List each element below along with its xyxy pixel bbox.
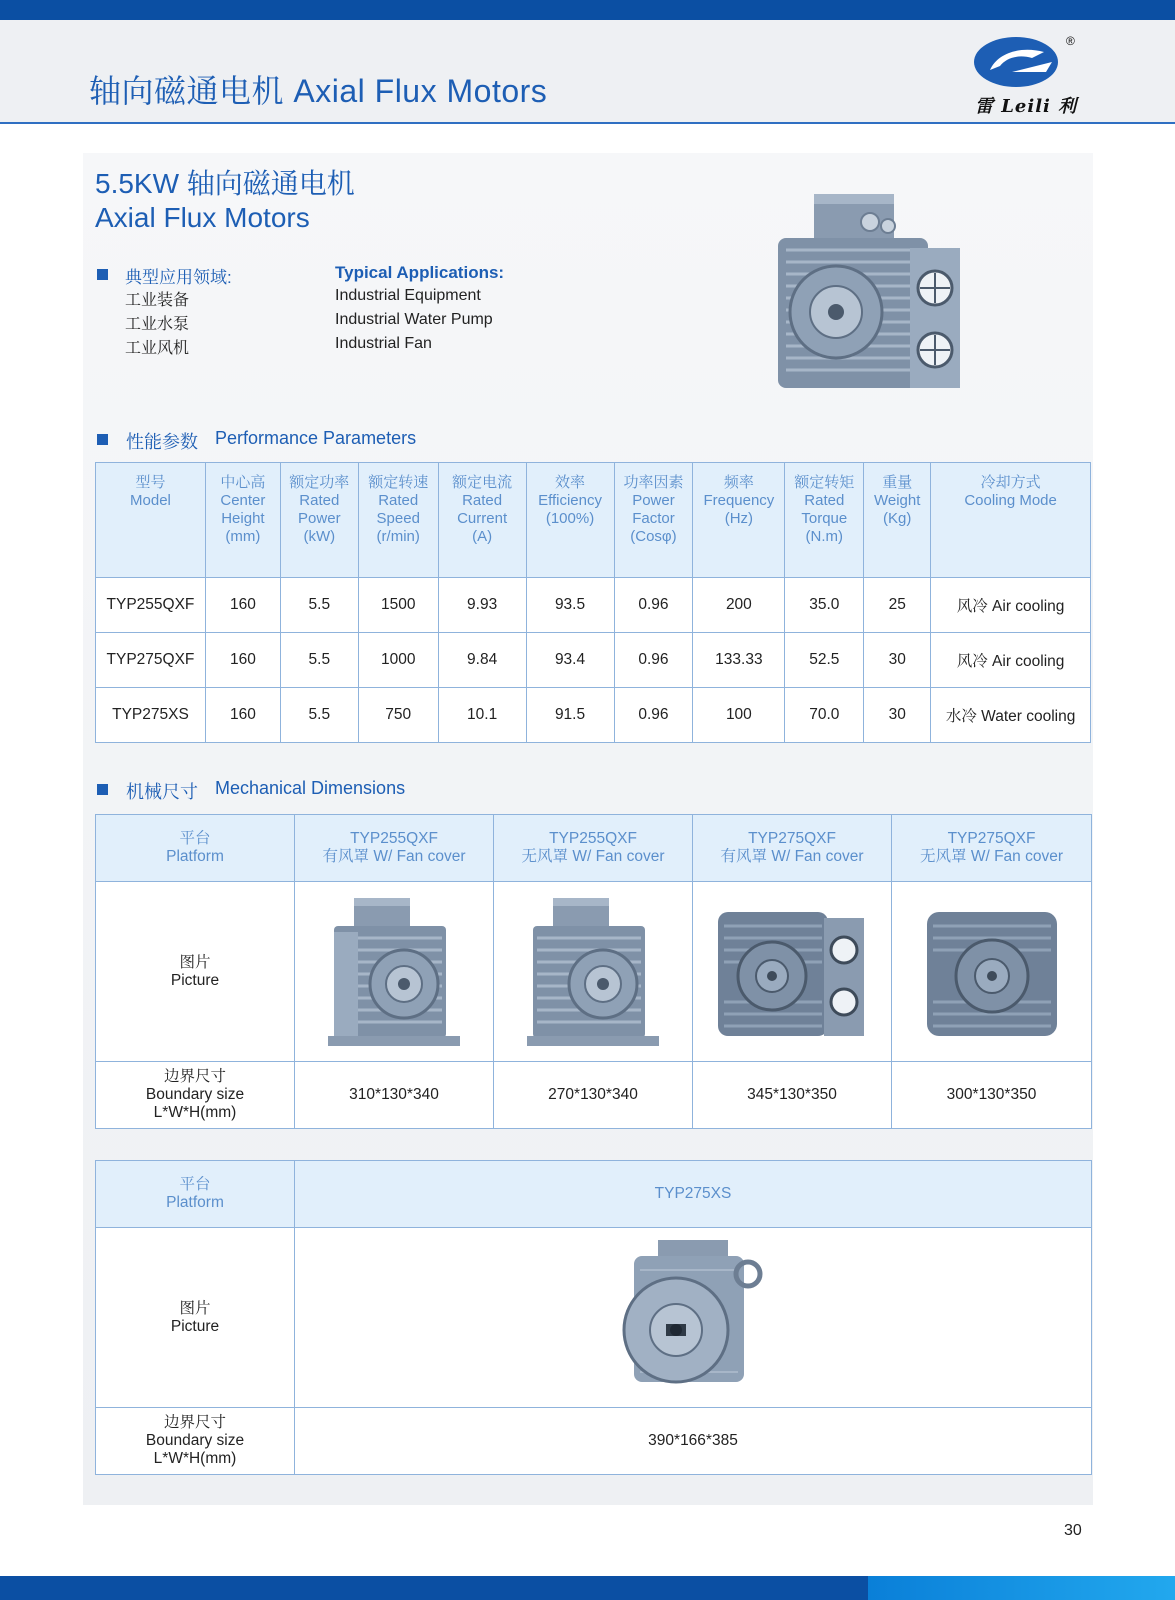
cell-efficiency: 93.4 <box>526 633 614 688</box>
mechanical-heading-en: Mechanical Dimensions <box>215 778 406 798</box>
performance-heading-en: Performance Parameters <box>215 428 417 448</box>
platform-cell: TYP275QXF 有风罩 W/ Fan cover <box>693 815 892 882</box>
col-header-weight: 重量 Weight (Kg) <box>864 463 931 578</box>
cell-weight: 30 <box>864 688 931 743</box>
col-header-model: 型号 Model <box>96 463 206 578</box>
product-title <box>95 167 355 235</box>
cell-center-height: 160 <box>205 633 280 688</box>
picture-cell <box>295 882 494 1062</box>
boundary-size-row <box>96 1408 1092 1475</box>
platform-cell: TYP255QXF 无风罩 W/ Fan cover <box>494 815 693 882</box>
cell-frequency: 200 <box>693 578 785 633</box>
table-row <box>96 688 1091 743</box>
cell-rated-power: 5.5 <box>280 578 358 633</box>
application-item-cn: 工业装备 <box>125 292 190 309</box>
picture-row <box>96 882 1092 1062</box>
application-item-en: Industrial Fan <box>335 335 432 352</box>
page-number: 30 <box>1064 1522 1082 1539</box>
bullet-icon <box>97 269 108 280</box>
platform-label: 平台 Platform <box>96 815 295 882</box>
cell-rated-torque: 52.5 <box>785 633 864 688</box>
cell-weight: 30 <box>864 633 931 688</box>
cell-model: TYP275XS <box>96 688 206 743</box>
picture-row <box>96 1228 1092 1408</box>
bottom-color-bar-accent <box>868 1576 1175 1600</box>
motor-image <box>712 892 872 1052</box>
col-header-power-factor: 功率因素 Power Factor (Cosφ) <box>614 463 693 578</box>
cell-power-factor: 0.96 <box>614 633 693 688</box>
picture-cell <box>693 882 892 1062</box>
cell-rated-speed: 750 <box>358 688 438 743</box>
product-title-en: Axial Flux Motors <box>95 202 310 233</box>
boundary-size-value: 300*130*350 <box>892 1062 1092 1129</box>
cell-model: TYP275QXF <box>96 633 206 688</box>
cell-power-factor: 0.96 <box>614 688 693 743</box>
cell-power-factor: 0.96 <box>614 578 693 633</box>
platform-label: 平台 Platform <box>96 1161 295 1228</box>
cell-rated-current: 9.84 <box>438 633 526 688</box>
boundary-size-label: 边界尺寸 Boundary size L*W*H(mm) <box>96 1062 295 1129</box>
cell-cooling-mode: 水冷 Water cooling <box>931 688 1091 743</box>
cell-rated-torque: 35.0 <box>785 578 864 633</box>
cell-efficiency: 91.5 <box>526 688 614 743</box>
col-header-frequency: 频率 Frequency (Hz) <box>693 463 785 578</box>
col-header-rated-torque: 额定转矩 Rated Torque (N.m) <box>785 463 864 578</box>
col-header-cooling-mode: 冷却方式 Cooling Mode <box>931 463 1091 578</box>
applications-heading-en: Typical Applications: <box>335 263 505 282</box>
cell-cooling-mode: 风冷 Air cooling <box>931 633 1091 688</box>
cell-rated-power: 5.5 <box>280 688 358 743</box>
cell-frequency: 133.33 <box>693 633 785 688</box>
cell-rated-power: 5.5 <box>280 633 358 688</box>
dimensions-table <box>95 814 1092 1129</box>
application-item-en: Industrial Equipment <box>335 287 481 304</box>
cell-rated-current: 9.93 <box>438 578 526 633</box>
picture-cell <box>295 1228 1092 1408</box>
bullet-icon <box>97 784 108 795</box>
boundary-size-value: 310*130*340 <box>295 1062 494 1129</box>
table-row <box>96 578 1091 633</box>
col-header-rated-power: 额定功率 Rated Power (kW) <box>280 463 358 578</box>
application-item-cn: 工业风机 <box>125 340 190 357</box>
motor-image <box>523 892 663 1052</box>
picture-label: 图片 Picture <box>96 1228 295 1408</box>
cell-rated-speed: 1500 <box>358 578 438 633</box>
table-row <box>96 633 1091 688</box>
page-title: 轴向磁通电机 Axial Flux Motors <box>89 73 548 109</box>
dimensions-header-row <box>96 1161 1092 1228</box>
dimensions-table-xs <box>95 1160 1092 1475</box>
cell-model: TYP255QXF <box>96 578 206 633</box>
platform-cell: TYP275XS <box>295 1161 1092 1228</box>
cell-rated-current: 10.1 <box>438 688 526 743</box>
bullet-icon <box>97 434 108 445</box>
performance-heading-cn: 性能参数 <box>126 432 198 452</box>
col-header-efficiency: 效率 Efficiency (100%) <box>526 463 614 578</box>
platform-cell: TYP255QXF 有风罩 W/ Fan cover <box>295 815 494 882</box>
registered-mark: ® <box>1066 34 1075 48</box>
boundary-size-label: 边界尺寸 Boundary size L*W*H(mm) <box>96 1408 295 1475</box>
motor-image <box>917 892 1067 1052</box>
col-header-center-height: 中心高 Center Height (mm) <box>205 463 280 578</box>
boundary-size-row <box>96 1062 1092 1129</box>
cell-center-height: 160 <box>205 688 280 743</box>
application-item-en: Industrial Water Pump <box>335 311 493 328</box>
cell-frequency: 100 <box>693 688 785 743</box>
platform-cell: TYP275QXF 无风罩 W/ Fan cover <box>892 815 1092 882</box>
boundary-size-value: 390*166*385 <box>295 1408 1092 1475</box>
cell-efficiency: 93.5 <box>526 578 614 633</box>
cell-rated-speed: 1000 <box>358 633 438 688</box>
cell-center-height: 160 <box>205 578 280 633</box>
dimensions-header-row <box>96 815 1092 882</box>
top-color-bar <box>0 0 1175 20</box>
application-item-cn: 工业水泵 <box>125 316 190 333</box>
boundary-size-value: 270*130*340 <box>494 1062 693 1129</box>
picture-cell <box>892 882 1092 1062</box>
performance-table <box>95 462 1091 743</box>
logo-text: 雷 Leili 利 <box>975 96 1078 117</box>
motor-hero-image <box>778 190 968 402</box>
product-title-cn: 5.5KW 轴向磁通电机 <box>95 168 355 199</box>
applications-heading-cn: 典型应用领域: <box>125 268 232 287</box>
performance-header-row <box>96 463 1091 578</box>
motor-image <box>324 892 464 1052</box>
col-header-rated-speed: 额定转速 Rated Speed (r/min) <box>358 463 438 578</box>
motor-image <box>618 1236 768 1400</box>
boundary-size-value: 345*130*350 <box>693 1062 892 1129</box>
cell-rated-torque: 70.0 <box>785 688 864 743</box>
mechanical-heading-cn: 机械尺寸 <box>126 782 198 802</box>
col-header-rated-current: 额定电流 Rated Current (A) <box>438 463 526 578</box>
picture-label: 图片 Picture <box>96 882 295 1062</box>
picture-cell <box>494 882 693 1062</box>
cell-cooling-mode: 风冷 Air cooling <box>931 578 1091 633</box>
cell-weight: 25 <box>864 578 931 633</box>
